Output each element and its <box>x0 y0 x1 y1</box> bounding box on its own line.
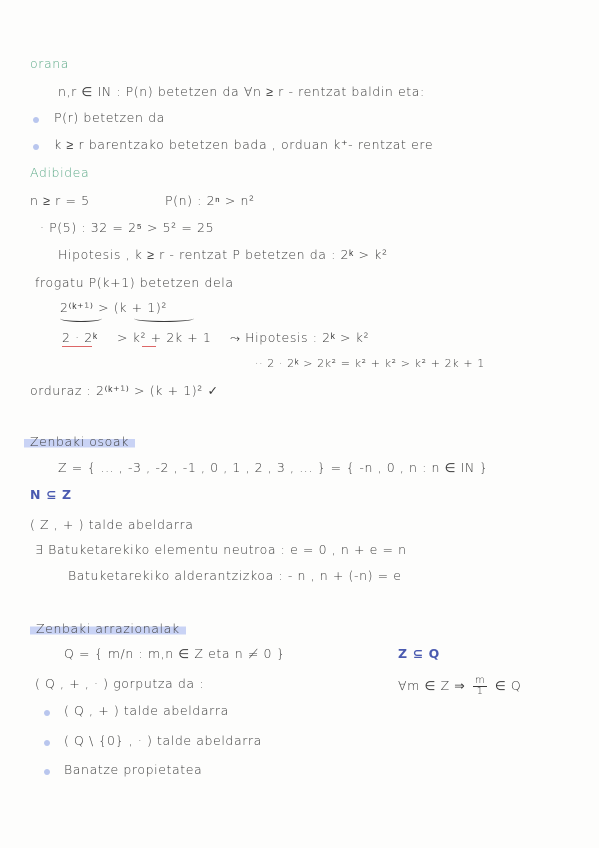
example-line-6-left: 2 · 2ᵏ <box>62 330 98 345</box>
m-over-1-fraction <box>473 676 487 697</box>
heading-adibidea: Adibidea <box>30 165 90 180</box>
example-line-4: frogatu P(k+1) betetzen dela <box>35 275 234 290</box>
example-line-1-right: P(n) : 2ⁿ > n² <box>165 193 255 208</box>
heading-orana: orana <box>30 56 70 71</box>
z-inverse-element: Batuketarekiko alderantzizkoa : - n , n + (-n) = e <box>68 568 402 583</box>
example-line-8: orduraz : 2⁽ᵏ⁺¹⁾ > (k + 1)² ✓ <box>30 383 219 398</box>
fraction-denominator: 1 <box>476 686 484 697</box>
example-line-5: 2⁽ᵏ⁺¹⁾ > (k + 1)² <box>60 300 167 315</box>
bullet-dot <box>44 710 50 716</box>
z-abelian-group: ( Z , + ) talde abeldarra <box>30 517 194 532</box>
example-line-3: Hipotesis , k ≥ r - rentzat P betetzen da : 2ᵏ > k² <box>58 247 388 262</box>
heading-zenbaki-arrazionalak: Zenbaki arrazionalak <box>30 621 186 636</box>
example-line-6-mid: > k² + 2k + 1 <box>117 330 212 345</box>
definition-line: n,r ∈ IN : P(n) betetzen da ∀n ≥ r - rentzat baldin eta: <box>58 84 425 99</box>
red-underline <box>62 346 92 347</box>
bullet-dot <box>33 117 39 123</box>
example-line-7: ·· 2 · 2ᵏ > 2k² = k² + k² > k² + 2k + 1 <box>255 357 485 370</box>
condition-2: k ≥ r barentzako betetzen bada , orduan k⁺- rentzat ere <box>54 137 434 152</box>
rational-set-definition: Q = { m/n : m,n ∈ Z eta n ≠ 0 } <box>64 646 286 661</box>
heading-zenbaki-osoak: Zenbaki osoak <box>24 434 135 449</box>
red-underline <box>142 346 156 347</box>
bullet-dot <box>44 769 50 775</box>
underbrace-right <box>134 315 194 322</box>
example-line-2: · P(5) : 32 = 2⁵ > 5² = 25 <box>40 220 215 235</box>
fraction-numerator: m <box>474 675 486 686</box>
m-in-q: ∈ Q <box>494 678 522 693</box>
example-line-6-right: ⤳ Hipotesis : 2ᵏ > k² <box>230 330 370 345</box>
example-line-1-left: n ≥ r = 5 <box>30 193 90 208</box>
z-subset-q: Z ⊆ Q <box>398 646 440 661</box>
q-item-2: ( Q \ {0} , · ) talde abeldarra <box>64 733 262 748</box>
q-item-1: ( Q , + ) talde abeldarra <box>64 703 229 718</box>
z-neutral-element: ∃ Batuketarekiko elementu neutroa : e = 0 , n + e = n <box>35 542 407 557</box>
q-item-3: Banatze propietatea <box>64 762 203 777</box>
m-in-z: ∀m ∈ Z ⇒ <box>398 678 466 693</box>
condition-1: P(r) betetzen da <box>54 110 165 125</box>
q-field: ( Q , + , · ) gorputza da : <box>35 676 205 691</box>
m-embedding <box>398 676 521 697</box>
underbrace-left <box>60 315 102 322</box>
bullet-dot <box>33 144 39 150</box>
integer-set-definition: Z = { ... , -3 , -2 , -1 , 0 , 1 , 2 , 3 , ... } = { -n , 0 , n : n ∈ IN } <box>58 460 489 475</box>
n-subset-z: N ⊆ Z <box>30 487 72 502</box>
bullet-dot <box>44 740 50 746</box>
